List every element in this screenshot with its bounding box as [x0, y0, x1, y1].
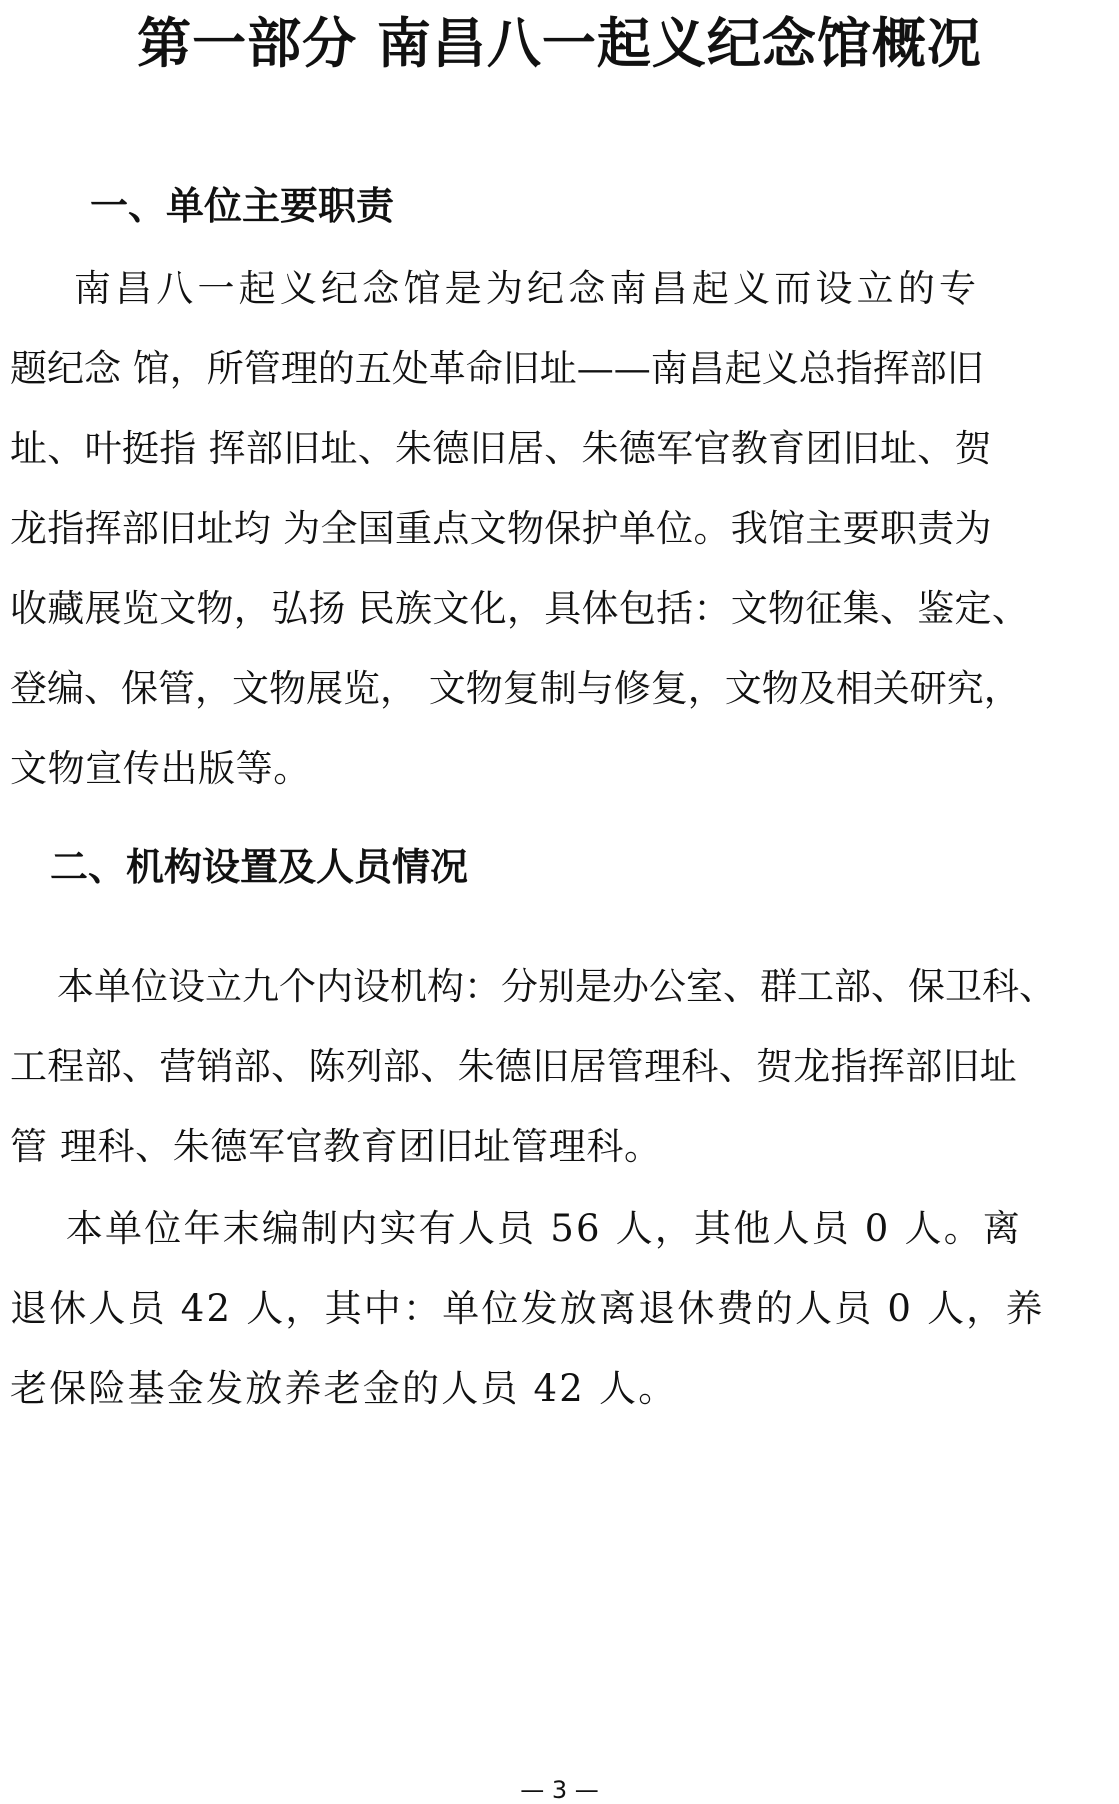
paragraph-line: 本单位年末编制内实有人员 56 人，其他人员 0 人。离 — [10, 1207, 1023, 1250]
paragraph-line: 老保险基金发放养老金的人员 42 人。 — [10, 1367, 678, 1410]
paragraph-line: 龙指挥部旧址均 为全国重点文物保护单位。我馆主要职责为 — [10, 507, 992, 550]
responsibilities-paragraph — [10, 249, 1105, 809]
paragraph-line: 收藏展览文物，弘扬 民族文化，具体包括：文物征集、鉴定、 — [10, 587, 1030, 630]
organization-paragraph — [10, 947, 1105, 1187]
section-heading-organization: 二、机构设置及人员情况 — [50, 845, 469, 889]
paragraph-line: 本单位设立九个内设机构：分别是办公室、群工部、保卫科、 — [10, 965, 1057, 1008]
section-heading-responsibilities: 一、单位主要职责 — [90, 184, 395, 228]
paragraph-line: 题纪念 馆，所管理的五处革命旧址——南昌起义总指挥部旧 — [10, 347, 984, 390]
paragraph-line: 登编、保管，文物展览， 文物复制与修复，文物及相关研究， — [10, 667, 1021, 710]
paragraph-line: 退休人员 42 人，其中：单位发放离退休费的人员 0 人，养 — [10, 1287, 1045, 1330]
paragraph-line: 南昌八一起义纪念馆是为纪念南昌起义而设立的专 — [10, 267, 981, 310]
paragraph-line: 管 理科、朱德军官教育团旧址管理科。 — [10, 1125, 662, 1168]
paragraph-line: 址、叶挺指 挥部旧址、朱德旧居、朱德军官教育团旧址、贺 — [10, 427, 992, 470]
page-title: 第一部分 南昌八一起义纪念馆概况 — [137, 12, 982, 75]
paragraph-line: 文物宣传出版等。 — [10, 747, 311, 790]
paragraph-line: 工程部、营销部、陈列部、朱德旧居管理科、贺龙指挥部旧址 — [10, 1045, 1018, 1088]
page-number: — 3 — — [520, 1776, 599, 1804]
staff-paragraph — [10, 1189, 1105, 1429]
